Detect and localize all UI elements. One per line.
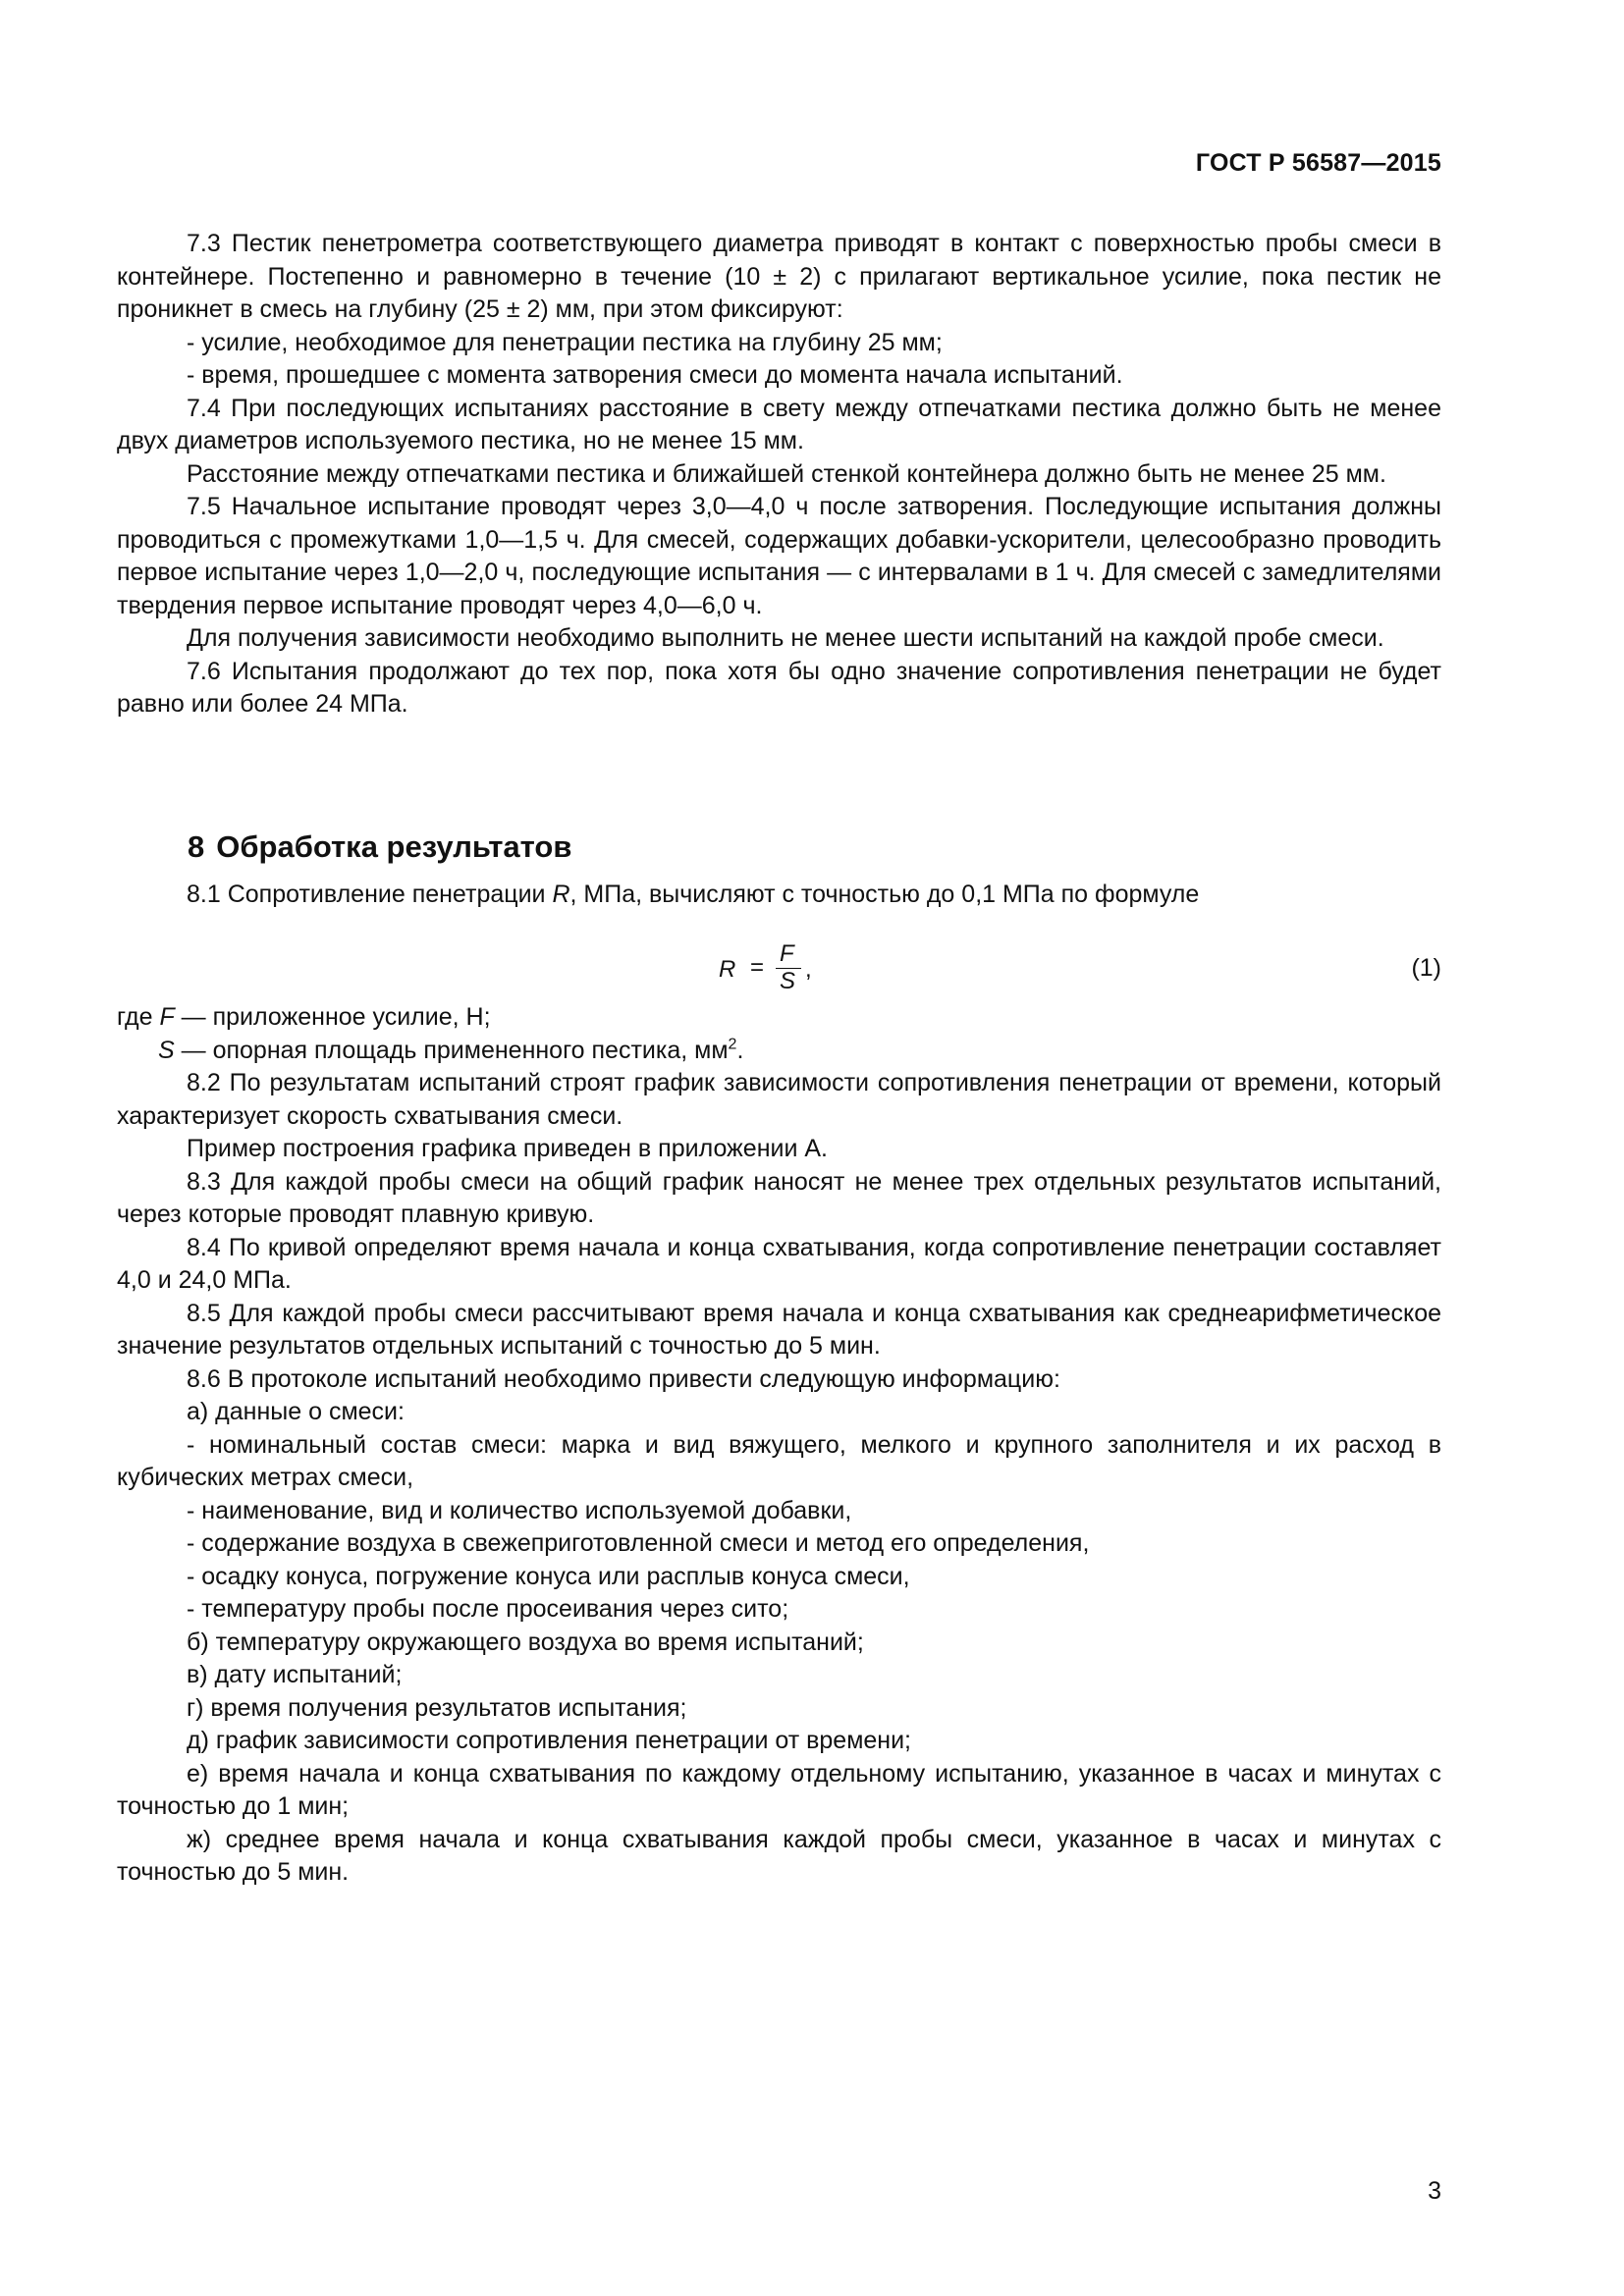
protocol-item-composition: - номинальный состав смеси: марка и вид вяжущего, мелкого и крупного заполнителя и их расход в кубических метрах смеси, (117, 1430, 1441, 1491)
formula-lhs: R (719, 956, 736, 983)
formula-where-f (117, 1001, 1441, 1035)
paragraph-8-1-prefix: 8.1 Сопротивление пенетрации (187, 881, 553, 908)
paragraph-7-4: 7.4 При последующих испытаниях расстояние в свету между отпечатками пестика должно быть не менее двух диаметров используемого пестика, но не менее 15 мм. (117, 394, 1441, 454)
document-header: ГОСТ Р 56587—2015 (1195, 149, 1441, 177)
section-7-content (117, 228, 1441, 721)
formula-denominator: S (780, 968, 796, 994)
paragraph-8-1-suffix: , МПа, вычисляют с точностью до 0,1 МПа по формуле (569, 881, 1200, 908)
section-8-content (117, 1001, 1441, 1890)
list-item-time: - время, прошедшее с момента затворения смеси до момента начала испытаний. (187, 361, 1123, 389)
formula-numerator: F (780, 940, 794, 967)
paragraph-8-3: 8.3 Для каждой пробы смеси на общий график наносят не менее трех отдельных результатов испытаний, через которые проводят плавную кривую. (117, 1167, 1441, 1228)
protocol-item-b: б) температуру окружающего воздуха во время испытаний; (187, 1628, 864, 1656)
paragraph-7-5-dependency: Для получения зависимости необходимо выполнить не менее шести испытаний на каждой пробе смеси. (187, 624, 1384, 652)
protocol-item-temperature-sample: - температуру пробы после просеивания через сито; (187, 1595, 789, 1623)
force-definition: — приложенное усилие, Н; (174, 1003, 491, 1031)
protocol-item-d: д) график зависимости сопротивления пенетрации от времени; (187, 1727, 912, 1754)
list-item-force: - усилие, необходимое для пенетрации пестика на глубину 25 мм; (187, 328, 943, 356)
where-prefix: где (117, 1003, 160, 1031)
protocol-item-zh: ж) среднее время начала и конца схватывания каждой пробы смеси, указанное в часах и минутах с точностью до 5 мин. (117, 1825, 1441, 1886)
protocol-item-cone: - осадку конуса, погружение конуса или расплыв конуса смеси, (187, 1562, 910, 1590)
formula-comma: , (805, 956, 812, 983)
area-symbol: S (158, 1036, 175, 1064)
formula-where-s (117, 1035, 1441, 1068)
section-8-title (188, 828, 571, 867)
paragraph-8-1-block (117, 879, 1441, 912)
protocol-item-a: а) данные о смеси: (187, 1398, 405, 1425)
paragraph-8-5: 8.5 Для каждой пробы смеси рассчитывают время начала и конца схватывания как среднеарифметическое значение результатов отдельных испытаний с точностью до 5 мин. (117, 1299, 1441, 1360)
protocol-item-air: - содержание воздуха в свежеприготовленной смеси и метод его определения, (187, 1529, 1090, 1557)
paragraph-8-2: 8.2 По результатам испытаний строят график зависимости сопротивления пенетрации от времени, который характеризует скорость схватывания смеси. (117, 1069, 1441, 1130)
area-unit-superscript: 2 (728, 1036, 737, 1053)
formula-1 (707, 940, 835, 999)
resistance-symbol: R (552, 881, 570, 908)
force-symbol: F (159, 1003, 175, 1031)
area-definition-end: . (736, 1036, 744, 1064)
section-8-number: 8 (188, 829, 205, 864)
paragraph-8-4: 8.4 По кривой определяют время начала и конца схватывания, когда сопротивление пенетрации составляет 4,0 и 24,0 МПа. (117, 1233, 1441, 1294)
protocol-item-g: г) время получения результатов испытания; (187, 1693, 687, 1722)
paragraph-8-1 (117, 879, 1441, 912)
protocol-item-e: е) время начала и конца схватывания по каждому отдельному испытанию, указанное в часах и минутах с точностью до 1 мин; (117, 1759, 1441, 1820)
area-definition: — опорная площадь примененного пестика, мм (174, 1036, 729, 1064)
formula-number: (1) (1411, 954, 1441, 982)
protocol-item-additive: - наименование, вид и количество используемой добавки, (187, 1496, 852, 1524)
paragraph-7-6: 7.6 Испытания продолжают до тех пор, пока хотя бы одно значение сопротивления пенетрации не будет равно или более 24 МПа. (117, 657, 1441, 718)
protocol-item-v: в) дату испытаний; (187, 1661, 403, 1688)
paragraph-7-3: 7.3 Пестик пенетрометра соответствующего диаметра приводят в контакт с поверхностью пробы смеси в контейнере. Постепенно и равномерно в течение (10 ± 2) с прилагают вертикальное усилие, пока пестик не проникнет в смесь на глубину (25 ± 2) мм, при этом фиксируют: (117, 230, 1441, 323)
paragraph-8-2-example: Пример построения графика приведен в приложении А. (187, 1135, 828, 1162)
formula-equals: = (750, 954, 765, 981)
paragraph-8-6: 8.6 В протоколе испытаний необходимо привести следующую информацию: (187, 1364, 1060, 1393)
page-number: 3 (1428, 2177, 1441, 2205)
paragraph-7-4-distance: Расстояние между отпечатками пестика и ближайшей стенкой контейнера должно быть не менее 25 мм. (187, 459, 1386, 488)
section-8-heading: Обработка результатов (216, 829, 572, 864)
paragraph-7-5: 7.5 Начальное испытание проводят через 3,0—4,0 ч после затворения. Последующие испытания должны проводиться с промежутками 1,0—1,5 ч. Для смесей, содержащих добавки-ускорители, целесообразно проводить первое испытание через 1,0—2,0 ч, последующие испытания — с интервалами в 1 ч. Для смесей с замедлителями твердения первое испытание проводят через 4,0—6,0 ч. (117, 493, 1441, 619)
